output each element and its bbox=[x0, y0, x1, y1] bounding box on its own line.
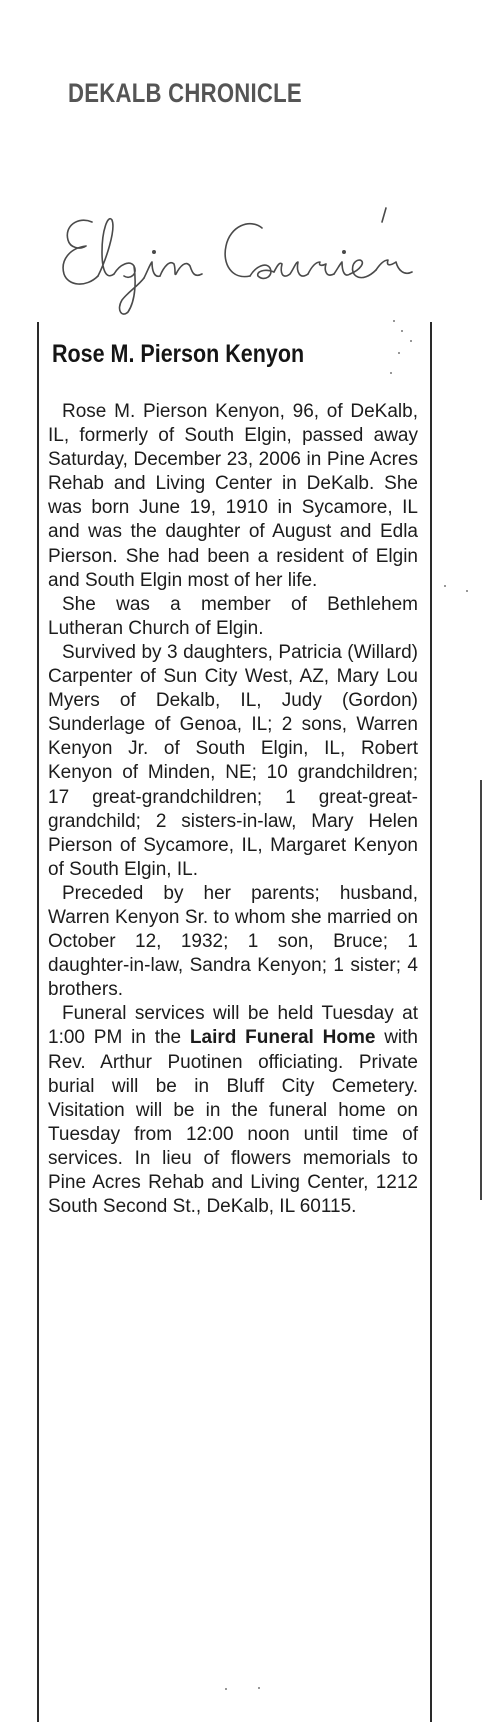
newspaper-masthead: DEKALB CHRONICLE bbox=[68, 78, 302, 108]
scan-speck bbox=[401, 330, 403, 332]
services-text-end: with Rev. Arthur Puotinen officiating. Private burial will be in Bluff City Cemetery. Visitation will be in the funeral home on Tuesday from 12:00 noon until time of services. In lieu of flowers memorials to Pine Acres Rehab and Living Center, 1212 South Second St., DeKalb, IL 60115. bbox=[48, 1027, 419, 1218]
scan-speck bbox=[398, 352, 400, 354]
paragraph-survivors: Survived by 3 daughters, Patricia (Willard) Carpenter of Sun City West, AZ, Mary Lou Myers of Dekalb, IL, Judy (Gordon) Sunderlage of Genoa, IL; 2 sons, Warren Kenyon Jr. of South Elgin, IL, Robert Kenyon of Minden, NE; 10 grandchildren; 17 great-grandchildren; 1 great-great-grandchild; 2 sisters-in-law, Mary Helen Pierson of Sycamore, IL, Margaret Kenyon of South Elgin, IL. bbox=[48, 641, 418, 880]
paragraph-biography: Rose M. Pierson Kenyon, 96, of DeKalb, IL, formerly of South Elgin, passed away Saturday, December 23, 2006 in Pine Acres Rehab and Living Center in DeKalb. She was born June 19, 1910 in Sycamore, IL and was the daughter of August and Edla Pierson. She had been a resident of Elgin and South Elgin most of her life. bbox=[48, 401, 418, 591]
column-rule-left bbox=[37, 322, 39, 1722]
paragraph-church: She was a member of Bethlehem Lutheran Church of Elgin. bbox=[48, 593, 418, 639]
paragraph-services bbox=[48, 1002, 418, 1219]
funeral-home-name: Laird Funeral Home bbox=[189, 1027, 376, 1049]
column-rule-right bbox=[430, 322, 432, 1722]
scan-speck bbox=[225, 1688, 227, 1690]
scan-speck bbox=[390, 372, 392, 374]
scan-speck bbox=[410, 340, 412, 342]
scan-speck bbox=[444, 585, 446, 587]
obituary-headline: Rose M. Pierson Kenyon bbox=[52, 340, 305, 368]
handwritten-source-note bbox=[50, 200, 460, 320]
adjacent-column-rule bbox=[480, 780, 482, 1200]
obituary-article bbox=[48, 400, 418, 1219]
scan-speck bbox=[393, 320, 395, 322]
services-text-start: Funeral services will be held Tuesday at 1:00 PM in the bbox=[48, 1003, 418, 1049]
scan-speck bbox=[466, 590, 468, 592]
paragraph-preceded: Preceded by her parents; husband, Warren Kenyon Sr. to whom she married on October 12, 1932; 1 son, Bruce; 1 daughter-in-law, Sandra Kenyon; 1 sister; 4 brothers. bbox=[48, 882, 418, 1001]
scan-speck bbox=[258, 1687, 260, 1689]
